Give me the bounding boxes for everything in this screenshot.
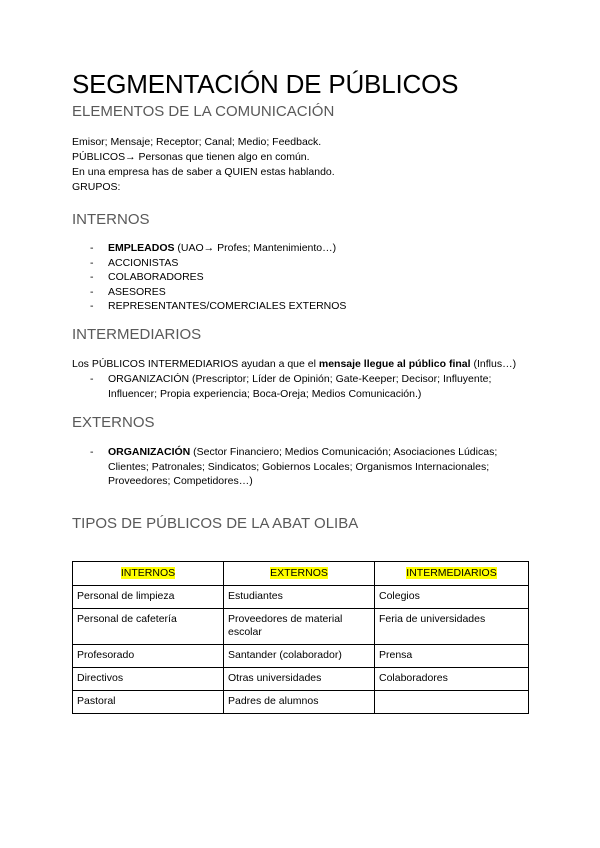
list-item — [72, 372, 532, 402]
table-cell: Padres de alumnos — [224, 691, 375, 714]
table-row — [73, 668, 529, 691]
table-cell: Personal de cafetería — [73, 609, 224, 645]
internos-list — [72, 241, 532, 314]
page-title: SEGMENTACIÓN DE PÚBLICOS — [72, 69, 459, 99]
table-cell: Prensa — [375, 645, 529, 668]
intro-line: GRUPOS: — [72, 181, 121, 193]
list-item — [72, 285, 532, 300]
section-heading-internos: INTERNOS — [72, 211, 150, 228]
externos-list — [72, 445, 532, 489]
item-text: (UAO→ Profes; Mantenimiento…) — [174, 242, 337, 254]
table-cell: Directivos — [73, 668, 224, 691]
item-text: (Sector Financiero; Medios Comunicación; Asociaciones Lúdicas; Clientes; Patronales; Sindicatos; Gobiernos Locales; Organismos Internacionales; Proveedores; Competidores…) — [108, 445, 498, 488]
list-item — [72, 299, 532, 314]
item-bold: EMPLEADOS — [108, 242, 175, 254]
header-cell — [375, 562, 529, 586]
table-row — [73, 609, 529, 645]
intro-line: PÚBLICOS→ Personas que tienen algo en común. — [72, 151, 310, 163]
list-item — [72, 270, 532, 285]
page-subtitle: ELEMENTOS DE LA COMUNICACIÓN — [72, 103, 335, 120]
header-cell — [224, 562, 375, 586]
intermediarios-list — [72, 372, 532, 402]
intro-line: En una empresa has de saber a QUIEN estas hablando. — [72, 166, 335, 178]
table-cell: Colaboradores — [375, 668, 529, 691]
item-text: ACCIONISTAS — [108, 256, 179, 269]
section-heading-intermediarios: INTERMEDIARIOS — [72, 325, 202, 343]
table-cell: Otras universidades — [224, 668, 375, 691]
header-label-externos: EXTERNOS — [270, 567, 328, 579]
item-text: ORGANIZACIÓN (Prescriptor; Líder de Opinión; Gate-Keeper; Decisor; Influyente; Influencer; Propia experiencia; Boca-Oreja; Medios Comunicación.) — [108, 372, 492, 400]
table-cell: Feria de universidades — [375, 609, 529, 645]
document-page — [72, 68, 532, 534]
publicos-table — [72, 561, 529, 714]
item-text: COLABORADORES — [108, 271, 204, 284]
intro-block — [72, 135, 532, 195]
para-prefix: Los PÚBLICOS INTERMEDIARIOS ayudan a que el — [72, 357, 319, 370]
table-row — [73, 645, 529, 668]
item-text: REPRESENTANTES/COMERCIALES EXTERNOS — [108, 300, 347, 313]
table-row — [73, 691, 529, 714]
table-cell: Proveedores de material escolar — [224, 609, 375, 645]
section-heading-tipos: TIPOS DE PÚBLICOS DE LA ABAT OLIBA — [72, 514, 359, 532]
table-cell: Estudiantes — [224, 586, 375, 609]
header-label-intermediarios: INTERMEDIARIOS — [406, 567, 497, 579]
para-bold: mensaje llegue al público final — [318, 357, 471, 370]
table-row — [73, 586, 529, 609]
para-suffix: (Influs…) — [470, 357, 517, 370]
table-header-row — [73, 562, 529, 586]
table-cell: Profesorado — [73, 645, 224, 668]
table-cell: Personal de limpieza — [73, 586, 224, 609]
section-heading-externos: EXTERNOS — [72, 413, 155, 431]
table-cell: Pastoral — [73, 691, 224, 714]
header-cell — [73, 562, 224, 586]
header-label-internos: INTERNOS — [120, 567, 176, 579]
list-item — [72, 445, 532, 489]
table-cell — [375, 691, 529, 714]
item-bold: ORGANIZACIÓN — [108, 445, 191, 458]
list-item — [72, 241, 532, 256]
table-cell: Santander (colaborador) — [224, 645, 375, 668]
intermediarios-paragraph — [72, 357, 532, 372]
item-text: ASESORES — [108, 285, 166, 298]
intro-line: Emisor; Mensaje; Receptor; Canal; Medio; Feedback. — [72, 136, 322, 148]
list-item — [72, 256, 532, 271]
table-cell: Colegios — [375, 586, 529, 609]
